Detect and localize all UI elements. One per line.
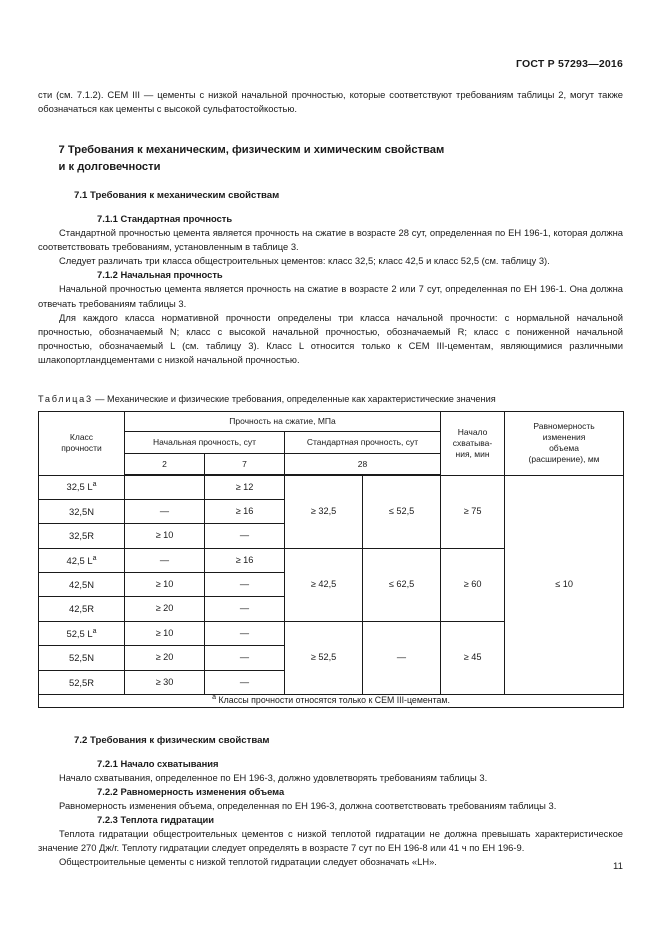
section-7-2-3-heading: 7.2.3 Теплота гидратации: [97, 813, 214, 825]
running-header: ГОСТ Р 57293—2016: [515, 58, 623, 70]
class-label: 52,5 L: [66, 627, 93, 639]
section-7-1-2-heading: 7.1.2 Начальная прочность: [97, 269, 223, 281]
cell-day7: —: [205, 621, 285, 645]
class-label: 52,5R: [68, 676, 95, 688]
cell-day2: ≥ 10: [125, 621, 205, 645]
cell-class: [39, 499, 125, 523]
cell-standard-min: ≥ 42,5: [285, 548, 363, 621]
section-7-2-2-heading: 7.2.2 Равномерность изменения объема: [97, 785, 285, 797]
table-body: [39, 475, 624, 707]
section-7-2-heading: 7.2 Требования к физическим свойствам: [74, 734, 270, 746]
header-day-2: 2: [125, 454, 205, 476]
section-7-heading-line2: и к долговечности: [58, 160, 161, 173]
cell-class: [39, 548, 125, 572]
class-footnote-marker: a: [92, 554, 97, 562]
table-header-row-1: [39, 412, 624, 432]
cell-day2: [125, 475, 205, 499]
cell-standard-max: ≤ 52,5: [363, 475, 441, 548]
section-7-1-1-paragraph-1: Стандартной прочностью цемента является прочность на сжатие в возрасте 28 сут, определенная по ЕН 196-1, которая должна соответствовать требованиям, установленным в таблице 3.: [38, 227, 623, 253]
section-7-2-2-paragraph-1: Равномерность изменения объема, определенная по ЕН 196-3, должна соответствовать требованиям таблицы 3.: [59, 799, 557, 811]
footnote-marker: a: [212, 694, 216, 702]
cell-class: [39, 621, 125, 645]
header-setting-line1: Начало: [457, 426, 488, 437]
section-7-2-3-paragraph-1: Теплота гидратации общестроительных цементов с низкой теплотой гидратации не должна превышать характеристическое значение 270 Дж/г. Теплоту гидратации следует определять в возрасте 7 сут по ЕН 196-8 или 41 ч по ЕН 196-9.: [38, 827, 623, 853]
cell-day7: —: [205, 524, 285, 548]
cell-day7: —: [205, 670, 285, 694]
section-7-1-1-paragraph-2: Следует различать три класса общестроительных цементов: класс 32,5; класс 42,5 и класс 52,5 (см. таблицу 3).: [59, 255, 550, 267]
section-7-1-heading: 7.1 Требования к механическим свойствам: [74, 190, 280, 202]
cell-standard-min: ≥ 32,5: [285, 475, 363, 548]
class-label: 42,5R: [68, 603, 95, 615]
cell-day2: ≥ 30: [125, 670, 205, 694]
table-row: [39, 475, 624, 499]
cell-day7: ≥ 16: [205, 499, 285, 523]
class-label: 32,5R: [68, 530, 95, 542]
header-setting-time: [441, 412, 505, 476]
cell-class: [39, 670, 125, 694]
table-caption-number: 3: [85, 394, 93, 405]
class-label: 32,5N: [68, 505, 95, 517]
header-compressive-strength: Прочность на сжатие, МПа: [125, 412, 441, 432]
header-day-28: 28: [285, 454, 441, 476]
cell-class: [39, 597, 125, 621]
header-setting-line3: ния, мин: [455, 448, 490, 459]
cell-day2: —: [125, 548, 205, 572]
cell-day7: ≥ 16: [205, 548, 285, 572]
footnote-text: Классы прочности относятся только к CEM III-цементам.: [216, 695, 450, 706]
header-early-strength: Начальная прочность, сут: [125, 432, 285, 454]
class-footnote-marker: a: [92, 627, 97, 635]
cell-day7: —: [205, 597, 285, 621]
header-soundness: [505, 412, 624, 476]
section-7-1-2-paragraph-1: Начальной прочностью цемента является прочность на сжатие в возрасте 2 или 7 сут, определенная по ЕН 196-1. Она должна отвечать требованиям таблицы 3.: [38, 283, 623, 309]
page-content: [38, 0, 623, 869]
cell-class: [39, 573, 125, 597]
header-class-line2: прочности: [61, 443, 102, 454]
section-7-1-1-heading: 7.1.1 Стандартная прочность: [97, 213, 233, 225]
table-caption-word: Таблица: [38, 394, 86, 405]
class-label: 52,5N: [68, 652, 95, 664]
cell-setting-time: ≥ 60: [441, 548, 505, 621]
cell-standard-max: ≤ 62,5: [363, 548, 441, 621]
header-class-line1: Класс: [69, 432, 94, 443]
header-soundness-line1: Равномерность: [533, 421, 595, 432]
cell-standard-max: —: [363, 621, 441, 694]
cell-class: [39, 646, 125, 670]
cell-day2: ≥ 20: [125, 597, 205, 621]
table-footnote: [39, 695, 624, 708]
header-soundness-line3: объема: [549, 443, 579, 454]
cell-day7: —: [205, 646, 285, 670]
class-footnote-marker: a: [92, 481, 97, 489]
cell-class: [39, 524, 125, 548]
section-7-2-1-paragraph-1: Начало схватывания, определенное по ЕН 196-3, должно удовлетворять требованиям таблицы 3.: [59, 771, 488, 783]
cell-day7: ≥ 12: [205, 475, 285, 499]
class-label: 42,5 L: [66, 554, 93, 566]
header-setting-line2: схватыва-: [452, 437, 493, 448]
cell-standard-min: ≥ 52,5: [285, 621, 363, 694]
cell-day7: —: [205, 573, 285, 597]
header-day-7: 7: [205, 454, 285, 476]
header-soundness-line2: изменения: [542, 432, 586, 443]
page-number: 11: [613, 861, 623, 872]
intro-paragraph: сти (см. 7.1.2). CEM III — цементы с низкой начальной прочностью, которые соответствуют требованиям таблицы 2, могут также обозначаться как цементы с высокой сульфатостойкостью.: [38, 89, 623, 115]
table-head: [39, 412, 624, 476]
table-caption-text: — Механические и физические требования, определенные как характеристические значения: [92, 394, 496, 405]
table-3-mechanical-physical-requirements: [38, 411, 624, 708]
cell-setting-time: ≥ 75: [441, 475, 505, 548]
table-footnote-row: [39, 695, 624, 708]
cell-day2: ≥ 10: [125, 573, 205, 597]
section-7-1-2-paragraph-2: Для каждого класса нормативной прочности определены три класса начальной прочности: с нормальной начальной прочностью, обозначаемый N; класс с высокой начальной прочностью, обозначаемый R; класс с пониженной начальной прочностью, обозначаемый L (см. таблицу 3). Класс L относится только к CEM III-цементам, являющимися различными шлакопортландцементами с низкой начальной прочностью.: [38, 311, 623, 365]
class-label: 32,5 L: [66, 481, 93, 493]
header-soundness-line4: (расширение), мм: [528, 454, 600, 465]
cell-day2: ≥ 10: [125, 524, 205, 548]
section-7-heading-line1: 7 Требования к механическим, физическим и химическим свойствам: [58, 144, 445, 157]
section-7-2-3-paragraph-2: Общестроительные цементы с низкой теплотой гидратации следует обозначать «LH».: [59, 856, 437, 868]
cell-class: [39, 475, 125, 499]
header-standard-strength: Стандартная прочность, сут: [285, 432, 441, 454]
cell-soundness: ≤ 10: [505, 475, 624, 695]
class-label: 42,5N: [68, 578, 95, 590]
cell-setting-time: ≥ 45: [441, 621, 505, 694]
cell-day2: —: [125, 499, 205, 523]
table-3-caption: [38, 393, 623, 406]
header-class-strength: [39, 412, 125, 476]
section-7-2-1-heading: 7.2.1 Начало схватывания: [97, 757, 219, 769]
cell-day2: ≥ 20: [125, 646, 205, 670]
